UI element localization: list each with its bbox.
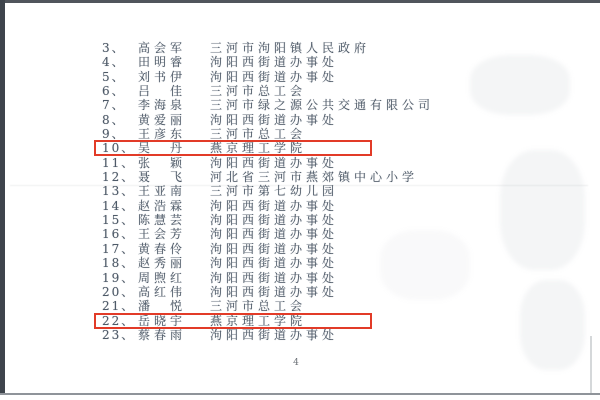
entry-organization: 泃阳西街道办事处 [210,155,339,170]
entry-person-name: 聂 飞 [138,170,187,185]
entry-person-name: 王彦东 [138,127,187,142]
entry-person-name: 刘书伊 [138,69,187,84]
entry-organization: 泃阳西街道办事处 [210,327,339,342]
entry-person-name: 陈慧芸 [138,213,187,228]
entry-organization: 泃阳西街道办事处 [210,270,339,285]
entry-organization: 泃阳西街道办事处 [210,69,339,84]
list-row [0,271,600,285]
list-row [0,41,600,55]
page-bottom-border [0,393,600,396]
entry-organization: 泃阳西街道办事处 [210,213,339,228]
entry-number: 6、 [102,84,126,99]
entry-person-name: 李海泉 [138,98,187,113]
entry-number: 22、 [102,313,136,328]
entry-person-name: 赵秀丽 [138,256,187,271]
list-row [0,55,600,69]
list-row [0,227,600,241]
entry-number: 23、 [102,327,136,342]
list-row [0,285,600,299]
list-row [0,127,600,141]
entry-person-name: 黄爱丽 [138,112,187,127]
entry-organization: 三河市绿之源公共交通有限公司 [210,98,435,113]
entry-organization: 泃阳西街道办事处 [210,55,339,70]
list-row [0,184,600,198]
entry-number: 17、 [102,241,136,256]
entry-number: 12、 [102,170,136,185]
entry-person-name: 王亚南 [138,184,187,199]
entry-organization: 燕京理工学院 [210,141,307,156]
list-row [0,141,600,155]
entry-person-name: 岳晓宇 [138,313,187,328]
entry-organization: 泃阳西街道办事处 [210,112,339,127]
entry-number: 5、 [102,69,126,84]
entry-number: 4、 [102,55,126,70]
entry-number: 14、 [102,198,136,213]
page-right-edge-shadow [590,336,592,393]
entry-person-name: 黄春伶 [138,241,187,256]
list-row [0,98,600,112]
entry-number: 11、 [102,155,136,170]
entry-organization: 泃阳西街道办事处 [210,227,339,242]
entry-organization: 三河市总工会 [210,127,307,142]
entry-organization: 燕京理工学院 [210,313,307,328]
entry-organization: 三河市第七幼儿园 [210,184,339,199]
entry-person-name: 田明睿 [138,55,187,70]
entry-person-name: 高会军 [138,41,187,55]
entry-person-name: 王会芳 [138,227,187,242]
entry-number: 13、 [102,184,136,199]
list-row [0,113,600,127]
list-row [0,199,600,213]
entry-person-name: 吴 丹 [138,141,187,156]
entry-person-name: 蔡春雨 [138,327,187,342]
entry-organization: 河北省三河市燕郊镇中心小学 [210,170,419,185]
entry-person-name: 赵浩霖 [138,198,187,213]
entry-number: 15、 [102,213,136,228]
name-list [0,41,600,342]
entry-number: 7、 [102,98,126,113]
entry-number: 21、 [102,299,136,314]
entry-number: 20、 [102,284,136,299]
entry-person-name: 吕 佳 [138,84,187,99]
entry-number: 3、 [102,41,126,55]
list-row [0,328,600,342]
entry-organization: 三河市总工会 [210,84,307,99]
list-row [0,84,600,98]
list-row [0,70,600,84]
entry-number: 18、 [102,256,136,271]
entry-number: 10、 [102,141,136,156]
list-row [0,256,600,270]
list-row [0,170,600,184]
entry-person-name: 张 颖 [138,155,187,170]
entry-organization: 三河市总工会 [210,299,307,314]
entry-person-name: 潘 悦 [138,299,187,314]
list-row [0,299,600,313]
entry-number: 8、 [102,112,126,127]
list-row [0,156,600,170]
page-number: 4 [293,358,299,368]
entry-number: 16、 [102,227,136,242]
list-row [0,242,600,256]
entry-organization: 泃阳西街道办事处 [210,241,339,256]
entry-organization: 泃阳西街道办事处 [210,198,339,213]
list-row [0,314,600,328]
entry-number: 9、 [102,127,126,142]
entry-organization: 三河市泃阳镇人民政府 [210,41,371,55]
entry-organization: 泃阳西街道办事处 [210,256,339,271]
entry-person-name: 高红伟 [138,284,187,299]
entry-number: 19、 [102,270,136,285]
entry-person-name: 周煦红 [138,270,187,285]
list-row [0,213,600,227]
page-top-border [0,0,600,3]
entry-organization: 泃阳西街道办事处 [210,284,339,299]
